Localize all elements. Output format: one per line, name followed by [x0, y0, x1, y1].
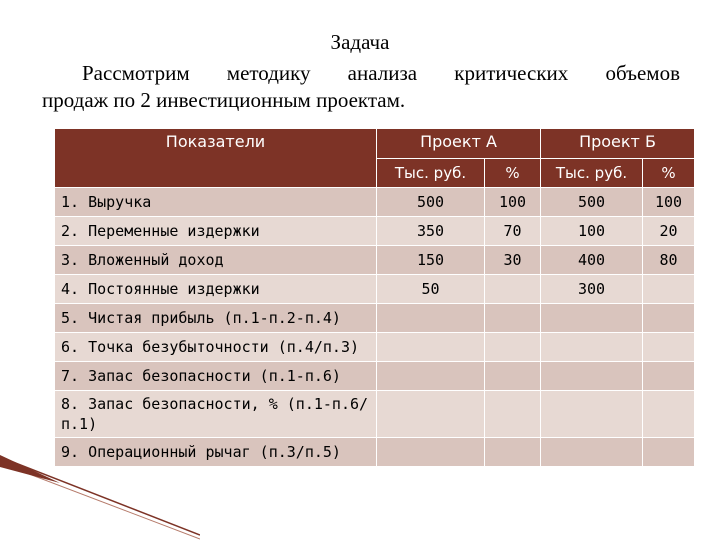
cell-a-pct: 70	[485, 217, 541, 246]
cell-a-pct	[485, 391, 541, 438]
table-row	[55, 188, 695, 217]
table-row	[55, 217, 695, 246]
subheader-b-pct: %	[643, 159, 695, 188]
cell-a-rub: 500	[377, 188, 485, 217]
cell-b-rub	[541, 362, 643, 391]
cell-b-pct	[643, 438, 695, 467]
table-row	[55, 304, 695, 333]
cell-a-rub: 150	[377, 246, 485, 275]
header-indicators: Показатели	[55, 129, 377, 188]
cell-b-pct	[643, 304, 695, 333]
cell-a-pct	[485, 362, 541, 391]
cell-b-pct	[643, 333, 695, 362]
cell-a-pct	[485, 438, 541, 467]
row-label: 1. Выручка	[55, 188, 377, 217]
row-label: 9. Операционный рычаг (п.3/п.5)	[55, 438, 377, 467]
table-row	[55, 438, 695, 467]
row-label: 2. Переменные издержки	[55, 217, 377, 246]
decorative-swoosh	[0, 455, 200, 540]
cell-b-rub: 500	[541, 188, 643, 217]
row-label: 3. Вложенный доход	[55, 246, 377, 275]
intro-line-1: Рассмотрим методику анализа критических объемов	[82, 61, 680, 85]
row-label: 7. Запас безопасности (п.1-п.6)	[55, 362, 377, 391]
intro-paragraph	[42, 60, 680, 114]
cell-b-pct: 80	[643, 246, 695, 275]
table-row	[55, 246, 695, 275]
table-row	[55, 391, 695, 438]
table-header-row	[55, 129, 695, 159]
row-label: 8. Запас безопасности, % (п.1-п.6/п.1)	[55, 391, 377, 438]
cell-b-pct: 100	[643, 188, 695, 217]
row-label: 6. Точка безубыточности (п.4/п.3)	[55, 333, 377, 362]
page-title: Задача	[330, 30, 390, 54]
cell-b-rub: 100	[541, 217, 643, 246]
row-label: 5. Чистая прибыль (п.1-п.2-п.4)	[55, 304, 377, 333]
cell-a-pct	[485, 304, 541, 333]
cell-b-rub	[541, 438, 643, 467]
cell-a-rub	[377, 333, 485, 362]
cell-b-pct	[643, 362, 695, 391]
subheader-b-rub: Тыс. руб.	[541, 159, 643, 188]
cell-b-rub	[541, 391, 643, 438]
cell-a-rub	[377, 304, 485, 333]
cell-a-pct	[485, 275, 541, 304]
cell-b-pct	[643, 391, 695, 438]
subheader-a-rub: Тыс. руб.	[377, 159, 485, 188]
cell-a-pct: 100	[485, 188, 541, 217]
cell-a-rub	[377, 362, 485, 391]
cell-b-rub: 400	[541, 246, 643, 275]
table-row	[55, 333, 695, 362]
subheader-a-pct: %	[485, 159, 541, 188]
cell-b-pct: 20	[643, 217, 695, 246]
cell-b-pct	[643, 275, 695, 304]
header-project-a: Проект А	[377, 129, 541, 159]
table-row	[55, 275, 695, 304]
cell-a-rub	[377, 391, 485, 438]
cell-b-rub	[541, 333, 643, 362]
table-row	[55, 362, 695, 391]
cell-a-rub: 50	[377, 275, 485, 304]
cell-a-pct	[485, 333, 541, 362]
intro-line-2: продаж по 2 инвестиционным проектам.	[42, 88, 406, 112]
cell-b-rub: 300	[541, 275, 643, 304]
cell-a-pct: 30	[485, 246, 541, 275]
header-project-b: Проект Б	[541, 129, 695, 159]
cell-b-rub	[541, 304, 643, 333]
cell-a-rub: 350	[377, 217, 485, 246]
row-label: 4. Постоянные издержки	[55, 275, 377, 304]
cell-a-rub	[377, 438, 485, 467]
analysis-table	[54, 128, 695, 467]
